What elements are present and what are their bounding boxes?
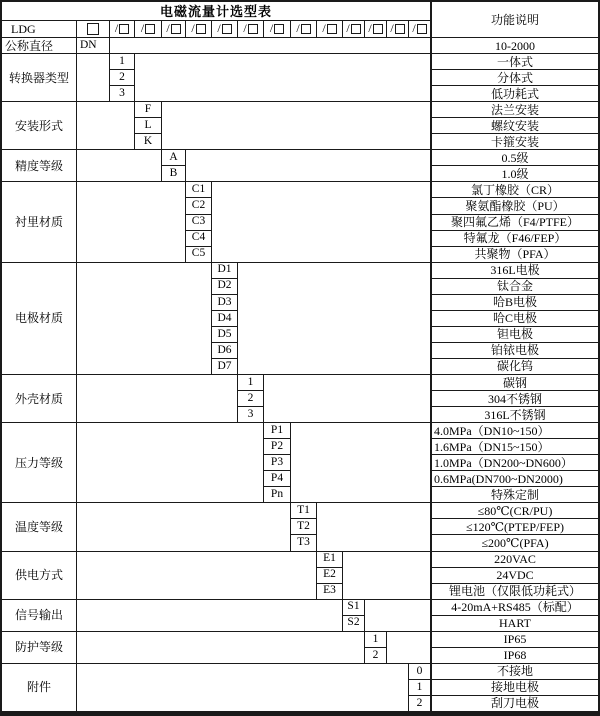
category-label: 安装形式 (2, 102, 77, 150)
function-desc: 刮刀电极 (431, 696, 598, 712)
function-desc: 一体式 (431, 54, 598, 70)
option-code: 1 (409, 680, 431, 696)
option-code: 2 (409, 696, 431, 712)
table-title: 电磁流量计选型表 (2, 2, 431, 21)
function-desc: 钽电极 (431, 327, 598, 343)
option-code: C4 (186, 231, 212, 247)
option-code: S1 (343, 600, 365, 616)
model-slot-cell (343, 21, 365, 38)
function-desc: 4-20mA+RS485（标配） (431, 600, 598, 616)
option-code: P4 (264, 471, 291, 487)
option-code: S2 (343, 616, 365, 632)
option-code: C1 (186, 182, 212, 198)
category-label: 转换器类型 (2, 54, 77, 102)
function-desc: ≤120℃(PTEP/FEP) (431, 519, 598, 535)
category-label: 供电方式 (2, 552, 77, 600)
function-desc: 24VDC (431, 568, 598, 584)
category-label: 精度等级 (2, 150, 77, 182)
empty-box-icon (196, 24, 206, 34)
function-desc: 法兰安装 (431, 102, 598, 118)
slash-glyph: / (114, 21, 119, 35)
function-desc: 316L不锈钢 (431, 407, 598, 423)
merged-empty-cell (77, 600, 343, 632)
model-slot-cell (110, 21, 135, 38)
merged-empty-cell (343, 552, 431, 600)
function-desc: 不接地 (431, 664, 598, 680)
empty-box-icon (274, 24, 284, 34)
option-code: C3 (186, 215, 212, 231)
option-code: P1 (264, 423, 291, 439)
function-column-header: 功能说明 (431, 2, 598, 38)
model-slot-cell (135, 21, 162, 38)
empty-box-icon (248, 24, 258, 34)
slash-glyph: / (217, 21, 221, 35)
merged-empty-cell (317, 503, 431, 551)
empty-box-icon (395, 24, 405, 34)
function-desc: 10-2000 (431, 38, 598, 54)
category-label: 衬里材质 (2, 182, 77, 262)
category-label: 防护等级 (2, 632, 77, 664)
option-code: D4 (212, 311, 238, 327)
option-code: 2 (365, 648, 387, 664)
function-desc: 聚氨酯橡胶（PU） (431, 198, 598, 214)
function-desc: 铂铱电极 (431, 343, 598, 359)
slash-glyph: / (191, 21, 195, 35)
model-slot-cell (409, 21, 431, 38)
merged-empty-cell (77, 102, 135, 150)
merged-empty-cell (77, 423, 264, 503)
function-desc: 220VAC (431, 552, 598, 568)
merged-empty-cell (77, 182, 186, 262)
option-code: T2 (291, 519, 317, 535)
function-desc: 1.0MPa（DN200~DN600） (431, 455, 598, 471)
option-code: D5 (212, 327, 238, 343)
empty-box-icon (301, 24, 311, 34)
function-desc: 碳化钨 (431, 359, 598, 375)
category-label: 附件 (2, 664, 77, 712)
function-desc: 氯丁橡胶（CR） (431, 182, 598, 198)
function-desc: 1.6MPa（DN15~150） (431, 439, 598, 455)
function-desc: IP68 (431, 648, 598, 664)
slash-glyph: / (322, 21, 326, 35)
option-code: 0 (409, 664, 431, 680)
option-code: C2 (186, 198, 212, 214)
option-code: E2 (317, 568, 343, 584)
category-label: 压力等级 (2, 423, 77, 503)
empty-box-icon (327, 24, 337, 34)
function-desc: 哈B电极 (431, 295, 598, 311)
option-code: D3 (212, 295, 238, 311)
merged-empty-cell (77, 375, 238, 423)
merged-empty-cell (291, 423, 431, 503)
category-label: 公称直径 (2, 38, 77, 54)
function-desc: 锂电池（仅限低功耗式） (431, 584, 598, 600)
empty-box-icon (373, 24, 383, 34)
function-desc: 0.6MPa(DN700~DN2000) (431, 471, 598, 487)
merged-empty-cell (387, 632, 431, 664)
function-desc: 螺纹安装 (431, 118, 598, 134)
model-slot-cell (317, 21, 343, 38)
model-prefix-label: LDG (2, 21, 77, 38)
merged-empty-cell (77, 664, 409, 712)
slash-glyph: / (296, 21, 300, 35)
option-code: 3 (238, 407, 264, 423)
slash-glyph: / (368, 21, 372, 35)
function-desc: 特氟龙（F46/FEP） (431, 231, 598, 247)
category-label: 温度等级 (2, 503, 77, 551)
empty-box-icon (171, 24, 181, 34)
option-code: D1 (212, 263, 238, 279)
function-desc: 接地电极 (431, 680, 598, 696)
option-code: P2 (264, 439, 291, 455)
option-code: E3 (317, 584, 343, 600)
empty-box-icon (87, 23, 99, 35)
function-desc: 0.5级 (431, 150, 598, 166)
merged-empty-cell (212, 182, 431, 262)
model-slot-cell (212, 21, 238, 38)
option-code: DN (77, 38, 110, 54)
model-slot-cell (186, 21, 212, 38)
merged-empty-cell (162, 102, 431, 150)
option-code: D2 (212, 279, 238, 295)
empty-box-icon (119, 24, 129, 34)
function-desc: 分体式 (431, 70, 598, 86)
model-slot-cell (238, 21, 264, 38)
model-slot-cell (162, 21, 186, 38)
option-code: B (162, 166, 186, 182)
merged-empty-cell (264, 375, 431, 423)
function-desc: 低功耗式 (431, 86, 598, 102)
merged-empty-cell (77, 150, 162, 182)
merged-empty-cell (77, 54, 110, 102)
function-desc: 钛合金 (431, 279, 598, 295)
option-code: T1 (291, 503, 317, 519)
function-desc: 304不锈钢 (431, 391, 598, 407)
slash-glyph: / (390, 21, 394, 35)
empty-box-icon (417, 24, 427, 34)
empty-box-icon (145, 24, 155, 34)
option-code: 1 (365, 632, 387, 648)
option-code: 1 (110, 54, 135, 70)
category-label: 信号输出 (2, 600, 77, 632)
function-desc: HART (431, 616, 598, 632)
merged-empty-cell (186, 150, 431, 182)
function-desc: 4.0MPa（DN10~150） (431, 423, 598, 439)
model-slot-cell (291, 21, 317, 38)
option-code: E1 (317, 552, 343, 568)
model-slot-cell (365, 21, 387, 38)
option-code: D6 (212, 343, 238, 359)
option-code: 2 (110, 70, 135, 86)
slash-glyph: / (243, 21, 247, 35)
merged-empty-cell (110, 38, 431, 54)
empty-box-icon (222, 24, 232, 34)
option-code: 2 (238, 391, 264, 407)
function-desc: 1.0级 (431, 166, 598, 182)
function-desc: 特殊定制 (431, 487, 598, 503)
option-code: K (135, 134, 162, 150)
model-first-box-cell (77, 21, 110, 38)
function-desc: ≤80℃(CR/PU) (431, 503, 598, 519)
option-code: D7 (212, 359, 238, 375)
option-code: F (135, 102, 162, 118)
function-desc: IP65 (431, 632, 598, 648)
merged-empty-cell (238, 263, 431, 375)
model-slot-cell (387, 21, 409, 38)
empty-box-icon (351, 24, 361, 34)
function-desc: 聚四氟乙烯（F4/PTFE） (431, 215, 598, 231)
merged-empty-cell (365, 600, 431, 632)
option-code: 3 (110, 86, 135, 102)
category-label: 外壳材质 (2, 375, 77, 423)
option-code: C5 (186, 247, 212, 263)
function-desc: 碳钢 (431, 375, 598, 391)
merged-empty-cell (77, 632, 365, 664)
model-slot-cell (264, 21, 291, 38)
option-code: 1 (238, 375, 264, 391)
category-label: 电极材质 (2, 263, 77, 375)
slash-glyph: / (346, 21, 350, 35)
slash-glyph: / (412, 21, 416, 35)
merged-empty-cell (77, 263, 212, 375)
function-desc: 哈C电极 (431, 311, 598, 327)
function-desc: ≤200℃(PFA) (431, 535, 598, 551)
slash-glyph: / (166, 21, 170, 35)
option-code: P3 (264, 455, 291, 471)
slash-glyph: / (140, 21, 145, 35)
function-desc: 316L电极 (431, 263, 598, 279)
function-desc: 卡箍安装 (431, 134, 598, 150)
option-code: Pn (264, 487, 291, 503)
option-code: A (162, 150, 186, 166)
slash-glyph: / (269, 21, 274, 35)
merged-empty-cell (135, 54, 431, 102)
option-code: L (135, 118, 162, 134)
merged-empty-cell (77, 503, 291, 551)
merged-empty-cell (77, 552, 317, 600)
function-desc: 共聚物（PFA） (431, 247, 598, 263)
option-code: T3 (291, 535, 317, 551)
